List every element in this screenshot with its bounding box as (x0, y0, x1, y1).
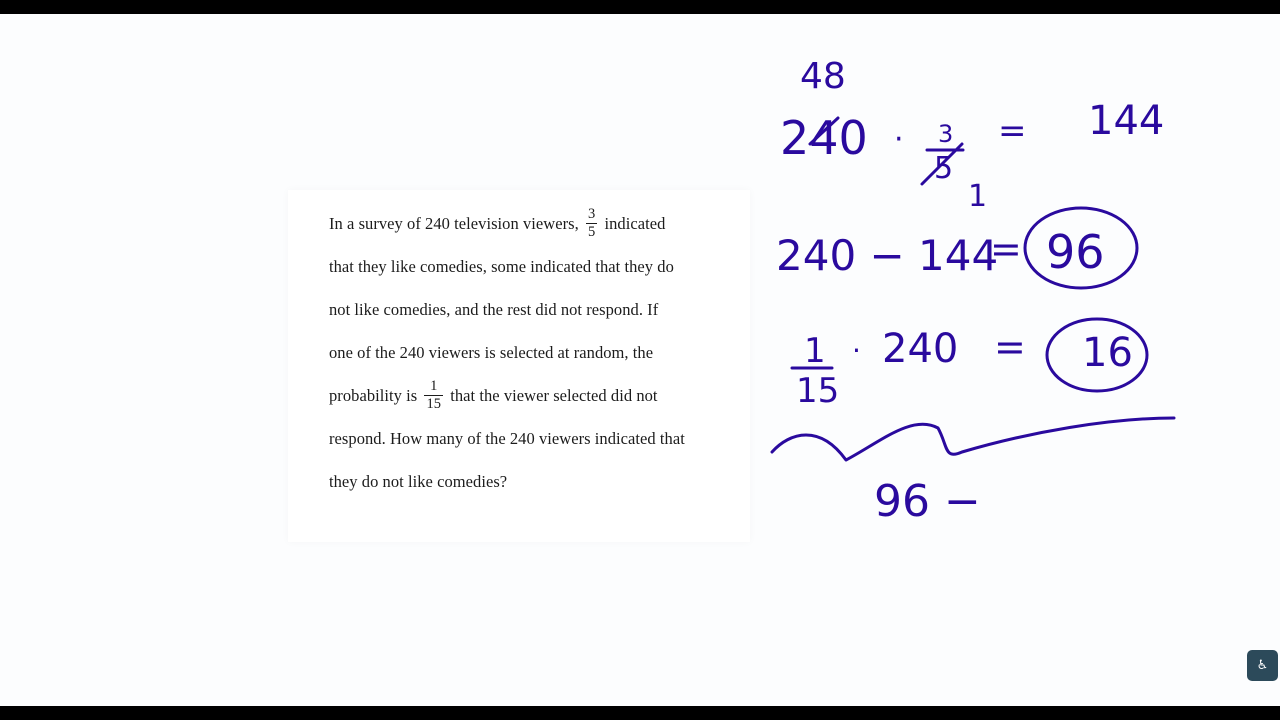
top-letterbox (0, 0, 1280, 14)
work-eq3-mid: 240 (882, 326, 959, 372)
handwritten-work (0, 14, 1280, 706)
work-eq2-equals: = (990, 227, 1022, 271)
problem-text-segment: indicated (604, 214, 666, 233)
problem-text-segment: probability is (329, 386, 418, 405)
work-eq2-result: 96 (1046, 225, 1105, 279)
work-eq1-frac-num: 3 (938, 120, 954, 148)
work-eq1-dot: · (894, 122, 904, 157)
fraction-denominator: 15 (426, 395, 442, 412)
work-eq1-left: 240 (780, 111, 868, 165)
wavy-divider-line (772, 418, 1174, 460)
problem-line-3: not like comedies, and the rest did not respond. If (329, 300, 659, 319)
whiteboard-canvas (0, 14, 1280, 706)
work-eq3-result: 16 (1082, 330, 1133, 376)
work-eq3-frac-num: 1 (804, 331, 826, 371)
problem-line-2: that they like comedies, some indicated that they do (329, 257, 674, 276)
accessibility-icon: ♿ (1256, 658, 1269, 673)
work-eq2-left: 240 − 144 (776, 231, 999, 280)
problem-text-segment: In a survey of 240 television viewers, (329, 214, 579, 233)
problem-line-4: one of the 240 viewers is selected at random, the (329, 343, 654, 362)
bottom-letterbox (0, 706, 1280, 720)
work-eq1-frac-den: 5 (934, 151, 954, 186)
problem-line-7: they do not like comedies? (329, 472, 508, 491)
work-eq3-frac-den: 15 (796, 371, 840, 411)
work-eq1-reduced-den: 1 (968, 179, 988, 214)
accessibility-widget-button[interactable] (1247, 650, 1278, 681)
work-reduced-48: 48 (800, 56, 846, 97)
work-final: 96 − (874, 476, 981, 527)
work-eq3-equals: = (994, 325, 1026, 369)
work-eq3-dot: · (852, 334, 861, 367)
problem-line-6: respond. How many of the 240 viewers indicated that (329, 429, 685, 448)
fraction-numerator: 1 (424, 378, 443, 396)
work-eq1-result: 144 (1088, 98, 1165, 144)
work-eq1-equals: = (998, 111, 1027, 151)
fraction-numerator: 3 (587, 205, 596, 222)
fraction-denominator: 5 (587, 223, 596, 240)
problem-text-segment: that the viewer selected did not (450, 386, 658, 405)
